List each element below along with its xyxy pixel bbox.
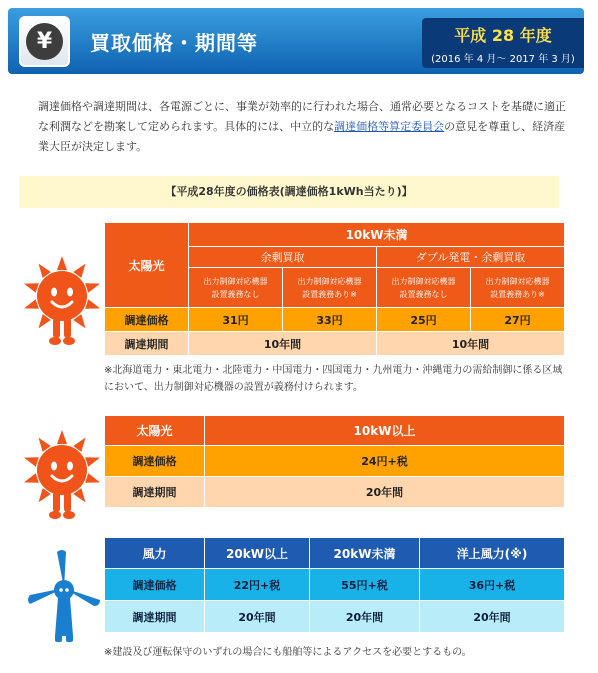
price-label: 調達価格: [105, 569, 205, 601]
condition-cell: 出力制御対応機器 設置義務なし: [189, 268, 283, 308]
condition-cell: 出力制御対応機器 設置義務あり※: [471, 268, 565, 308]
page-title: 買取価格・期間等: [90, 31, 258, 55]
intro-text-2: の意見を尊重し、経済産業大臣が決定します。: [38, 120, 566, 153]
fiscal-year: 平成 28 年度: [454, 26, 552, 45]
capacity-header: 20kW以上: [205, 538, 310, 569]
condition-cell: 出力制御対応機器 設置義務なし: [377, 268, 471, 308]
period-cell: 10年間: [189, 332, 377, 356]
price-table-caption: 【平成28年度の価格表(調達価格1kWh当たり)】: [19, 176, 559, 208]
committee-link[interactable]: 調達価格等算定委員会: [334, 120, 445, 133]
intro-text-1: 調達価格や調達期間は、各電源ごとに、事業が効率的に行われた場合、通常必要となるコストを基礎に適正な利潤などを勘案して定められます。具体的には、中立的な: [38, 100, 566, 133]
period-cell: 10年間: [377, 332, 565, 356]
price-cell: 33円: [283, 308, 377, 332]
period-cell: 20年間: [205, 601, 310, 633]
solar-under-10kw-table: [104, 222, 565, 356]
period-cell: 20年間: [310, 601, 420, 633]
price-label: 調達価格: [105, 446, 205, 477]
fiscal-year-badge: [422, 18, 584, 68]
wind-turbine-mascot-icon: [24, 548, 104, 644]
solar-footnote: ※北海道電力・東北電力・北陸電力・中国電力・四国電力・九州電力・沖縄電力の需給制御に係る区域において、出力制御対応機器の設置が義務付けられます。: [104, 365, 563, 393]
sun-mascot-icon: [20, 428, 104, 524]
capacity-header: 10kW以上: [205, 416, 565, 446]
capacity-header: 洋上風力(※): [420, 538, 565, 569]
wind-footnote: ※建設及び運転保守のいずれの場合にも船舶等によるアクセスを必要とするもの。: [104, 647, 472, 658]
double-generation-header: ダブル発電・余剰買取: [377, 247, 565, 268]
price-label: 調達価格: [105, 308, 189, 332]
price-cell: 31円: [189, 308, 283, 332]
price-cell: 55円+税: [310, 569, 420, 601]
period-label: 調達期間: [105, 477, 205, 508]
period-cell: 20年間: [205, 477, 565, 508]
intro-paragraph: [38, 97, 568, 157]
yen-icon: ¥: [19, 16, 70, 67]
category-cell: 太陽光: [105, 416, 205, 446]
period-cell: 20年間: [420, 601, 565, 633]
category-cell: 風力: [105, 538, 205, 569]
category-cell: 太陽光: [105, 223, 189, 308]
period-label: 調達期間: [105, 601, 205, 633]
price-cell: 36円+税: [420, 569, 565, 601]
sun-mascot-icon: [20, 254, 104, 350]
page-header: [8, 8, 584, 74]
surplus-header: 余剰買取: [189, 247, 377, 268]
condition-cell: 出力制御対応機器 設置義務あり※: [283, 268, 377, 308]
price-cell: 22円+税: [205, 569, 310, 601]
capacity-header: 10kW未満: [189, 223, 565, 247]
period-label: 調達期間: [105, 332, 189, 356]
fiscal-period: (2016 年 4 月～ 2017 年 3 月): [431, 54, 575, 65]
price-cell: 27円: [471, 308, 565, 332]
price-cell: 24円+税: [205, 446, 565, 477]
capacity-header: 20kW未満: [310, 538, 420, 569]
solar-over-10kw-table: [104, 415, 565, 508]
wind-table: [104, 537, 565, 633]
price-cell: 25円: [377, 308, 471, 332]
